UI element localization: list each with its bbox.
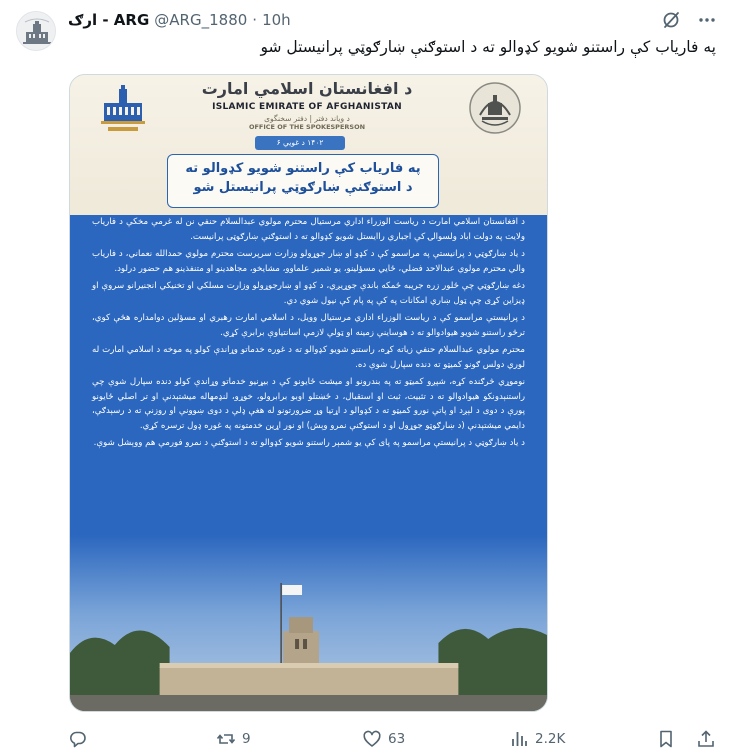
share-button[interactable] <box>696 729 716 749</box>
document-body-text <box>92 215 525 454</box>
grok-icon[interactable] <box>661 10 681 30</box>
document-title-box <box>167 154 439 208</box>
separator-dot: · <box>252 11 258 29</box>
bookmark-icon <box>656 729 676 749</box>
like-button[interactable] <box>362 729 405 749</box>
document-header <box>70 75 547 215</box>
timestamp[interactable]: 10h <box>262 11 291 29</box>
repost-icon <box>216 729 236 749</box>
document-paragraph: د ياد ښارګوټي د پرانيستې مراسمو په پای کې يو شمېر راستنو شويو کډوالو ته د استوګنې د نمرو فورمې هم ووېشل شوې. <box>93 438 525 448</box>
more-icon[interactable] <box>697 10 717 30</box>
repost-button[interactable] <box>216 729 251 749</box>
arg-palace-photo <box>70 535 547 712</box>
document-header-pashto: د افغانستان اسلامي امارت <box>201 79 413 98</box>
arg-palace-avatar-icon <box>17 12 56 51</box>
heart-icon <box>362 729 382 749</box>
bookmark-button[interactable] <box>656 729 676 749</box>
document-header-english: ISLAMIC EMIRATE OF AFGHANISTAN <box>212 102 402 112</box>
handle[interactable]: @ARG_1880 <box>154 11 248 29</box>
reply-icon <box>68 729 88 749</box>
emirate-emblem-icon <box>468 81 522 135</box>
document-paragraph: محترم مولوي عبدالسلام حنفي زياته کړه، راستنو شويو کډوالو ته د غوره خدماتو وړاندې کولو په موخه د اسلامي امارت له لوري دولس ګونو کميټو ته دنده سپارل شوې ده. <box>92 345 525 370</box>
tweet-actions <box>68 729 718 753</box>
avatar[interactable] <box>16 11 56 51</box>
media-image[interactable] <box>69 74 548 712</box>
document-paragraph: د پرانيستې مراسمو کې د رياست الوزراء اداري مرستيال وويل، د اسلامي امارت رهبري او مسؤلين دوامداره هڅې کوي، ترڅو راستنو شويو هيوادوالو ته د هوساينې زمينه او ټولې لازمې اسانتياوې برابرې کړي. <box>92 313 525 338</box>
display-name[interactable]: ارګ - ARG <box>68 11 150 29</box>
views-icon <box>509 729 529 749</box>
document-paragraph: د ياد ښارګوټي د پرانيستې په مراسمو کې د کډو او ښار جوړولو وزارت سرپرست محترم مولوي حمدالله نعماني، د فارياب والي محترم مولوي عبدالاحد فضلي، ځايي مسؤلينو، يو شمير علماوو، مشايخو، مجاهدينو او متنفذينو هم حضور درلود. <box>92 249 525 274</box>
share-icon <box>696 729 716 749</box>
document-office-pashto: د ویاند دفتر | دفتر سخنگوی <box>264 114 350 123</box>
document-paragraph: نوموړي څرګنده کړه، شپږو کميټو ته په بندرونو او ميشت ځايونو کې د بيړنيو خدماتو وړاندې کولو دنده سپارل شوې چې راستنېدونکو هيوادوالو ته د تثبيت، ثبت او استقبال، د ځښتلو اوبو برابرولو، خوړو، لنډمهاله ميشتېدنې او تر اصلي ځايونو پورې د دوی د لېږد او پاتې نورو کميټو ته د کډوالو د اړتيا وړ ضرورتونو له هغې ډلې د دوی ښوونې او روزنې ته د رسېدګې، دايمي ميشتېدنې (د ښارګوټو جوړول او د استوګنې نمرو وېش) او نور اړين خدمتونه په غوره ډول ترسره کړي. <box>92 377 525 431</box>
arg-palace-logo-icon <box>98 83 148 137</box>
repost-count: 9 <box>242 731 251 747</box>
document-paragraph: دغه ښارګوټي چې ځلور زره جريبه ځمکه باندې جوړيږي، د کډو او ښارجوړولو وزارت مسلکي او تخنيکي انجنيرانو سروې او ډيزاين کړی چې ټول ښاري امکانات په کې په پام کې نيول شوي دي. <box>92 281 525 306</box>
view-count: 2.2K <box>535 731 566 747</box>
document-date: ۱۴۰۲ د غويي ۶ <box>255 136 345 150</box>
like-count: 63 <box>388 731 406 747</box>
document-paragraph: د افغانستان اسلامي امارت د رياست الوزراء اداري مرستيال محترم مولوي عبدالسلام حنفي نن له غرمې مخکې د فارياب ولايت په دولت اباد ولسوالۍ کې اجباري راايستل شويو کډوالو ته د استوګنې ښارګوټی پرانيست. <box>92 217 525 242</box>
tweet-text: په فارياب کې راستنو شويو کډوالو ته د استوګنې ښارګوټي پرانيستل شو <box>260 38 716 56</box>
tweet-header <box>68 9 291 31</box>
reply-button[interactable] <box>68 729 88 749</box>
document-office-english: OFFICE OF THE SPOKESPERSON <box>248 123 366 131</box>
views-button[interactable] <box>509 729 565 749</box>
document-title-line1: په فارياب کې راستنو شويو کډوالو ته <box>185 161 421 176</box>
document-title-line2: د استوګنې ښارګوټي پرانيستل شو <box>193 180 413 195</box>
